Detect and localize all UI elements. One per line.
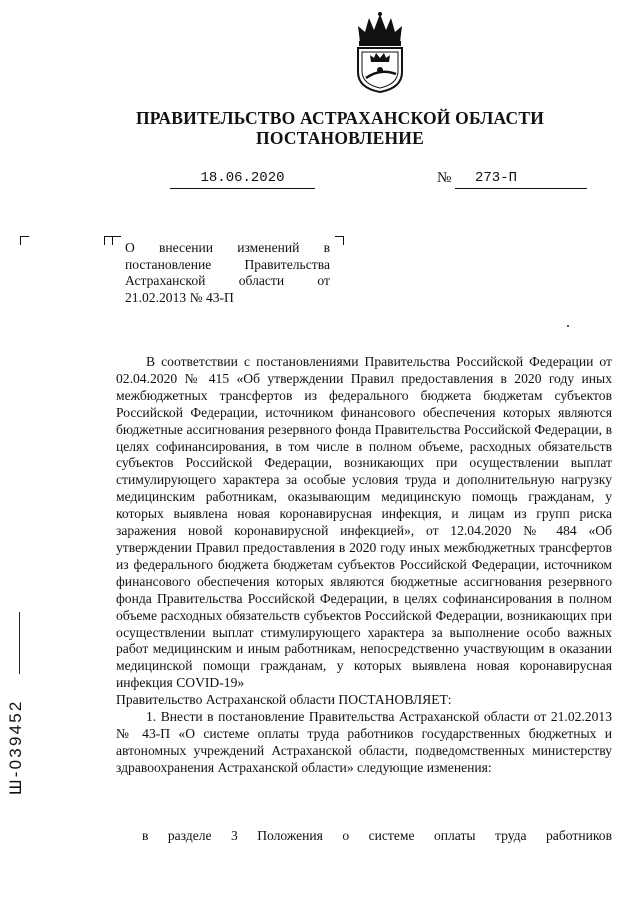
side-serial-code: Ш-039452 xyxy=(6,699,25,795)
body-paragraph-4: в разделе 3 Положения о системе оплаты труда работников xyxy=(142,828,612,843)
body-paragraph-2: Правительство Астраханской области ПОСТАНОВЛЯЕТ: xyxy=(116,692,452,708)
organization-title: ПРАВИТЕЛЬСТВО АСТРАХАНСКОЙ ОБЛАСТИ xyxy=(135,108,545,128)
document-date-value: 18.06.2020 xyxy=(200,170,285,186)
document-type-title: ПОСТАНОВЛЕНИЕ xyxy=(256,128,424,148)
document-subject: О внесении изменений в постановление Правительства Астраханской области от 21.02.2013 № 43-П xyxy=(125,240,330,305)
corner-mark-left xyxy=(20,236,29,245)
corner-mark-subject-left-inner xyxy=(112,236,121,245)
document-number-label: № xyxy=(437,170,452,186)
coat-of-arms-icon xyxy=(352,12,408,94)
body-paragraph-3: 1. Внести в постановление Правительства Астраханской области от 21.02.2013 № 43-П «О системе оплаты труда работников государственных бюджетных и автономных учреждений Астраханской области, подведомственных министерству здравоохранения Астраханской области» следующие изменения: xyxy=(116,709,612,775)
margin-line xyxy=(19,612,20,674)
scan-dot xyxy=(567,325,569,327)
document-number-value: 273-П xyxy=(475,170,518,186)
body-paragraph-1: В соответствии с постановлениями Правительства Российской Федерации от 02.04.2020 № 415 «Об утверждении Правил предоставления в 2020 году иных межбюджетных трансфертов из федерального бюджета бюджетам субъектов Российской Федерации, источником финансового обеспечения которых являются бюджетные ассигнования резервного фонда Правительства Российской Федерации, в целях софинансирования, в том числе в полном объеме, расходных обязательств субъектов Российской Федерации, возникающих при осуществлении выплат стимулирующего характера за особые условия труда и дополнительную нагрузку медицинским работникам, оказывающим медицинскую помощь гражданам, у которых выявлена новая коронавирусная инфекция, и лицам из групп риска заражения новой коронавирусной инфекцией», от 12.04.2020 № 484 «Об утверждении Правил предоставления в 2020 году иных межбюджетных трансфертов из федерального бюджета бюджетам субъектов Российской Федерации, источником финансового обеспечения которых являются бюджетные ассигнования резервного фонда Правительства Российской Федерации, в целях софинансирования в полном объеме расходных обязательств субъектов Российской Федерации, возникающих при осуществлении выплат стимулирующего характера за выполнение особо важных работ медицинским и иным работникам, непосредственно участвующим в оказании медицинской помощи гражданам, у которых выявлена новая коронавирусная инфекция COVID-19» xyxy=(116,354,612,691)
document-body xyxy=(116,354,612,777)
corner-mark-subject-right xyxy=(335,236,344,245)
document-number xyxy=(455,170,587,189)
document-date xyxy=(170,170,315,189)
